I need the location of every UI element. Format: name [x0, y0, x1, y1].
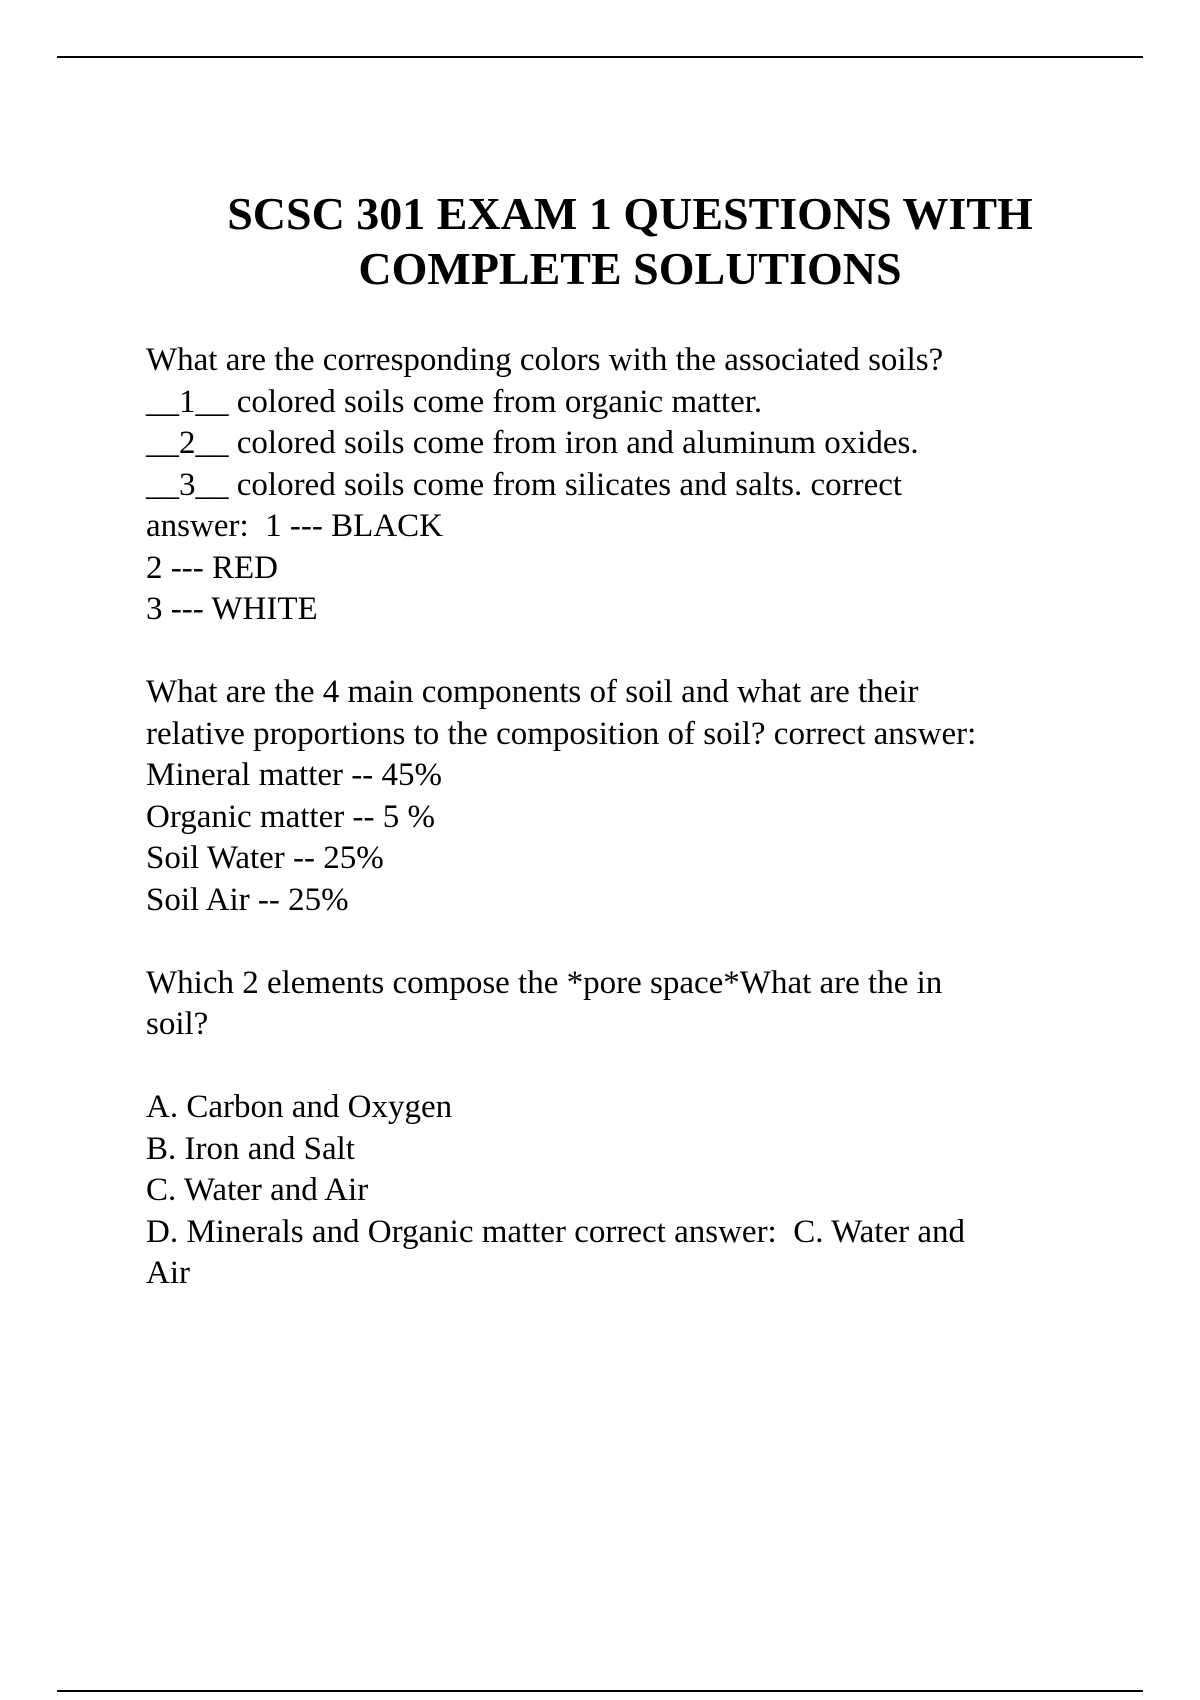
q2-line-2: relative proportions to the composition of soil? correct answer: [146, 715, 977, 752]
q1-line-2: __1__ colored soils come from organic matter. [146, 383, 763, 420]
paragraph-gap [146, 921, 1146, 963]
q1-line-5: answer: 1 --- BLACK [146, 508, 443, 544]
q3-option-d-continued: Air [146, 1255, 190, 1291]
document-title [100, 186, 1160, 296]
question-3-block [146, 963, 1146, 1295]
q3-option-d: D. Minerals and Organic matter correct answer: C. Water and [146, 1213, 965, 1250]
document-body [146, 340, 1146, 1295]
q2-line-4: Organic matter -- 5 % [146, 798, 435, 835]
q1-line-6: 2 --- RED [146, 549, 278, 586]
q2-line-3: Mineral matter -- 45% [146, 757, 442, 793]
paragraph-gap [146, 1046, 1146, 1088]
q1-line-1: What are the corresponding colors with the associated soils? [146, 342, 944, 378]
title-line-1: SCSC 301 EXAM 1 QUESTIONS WITH [227, 188, 1033, 239]
q2-line-6: Soil Air -- 25% [146, 881, 349, 918]
q3-option-b: B. Iron and Salt [146, 1130, 355, 1167]
bottom-rule [57, 1690, 1143, 1692]
title-line-2: COMPLETE SOLUTIONS [358, 243, 902, 294]
question-2-block [146, 672, 1146, 921]
q3-question-line-2: soil? [146, 1006, 209, 1042]
q2-line-1: What are the 4 main components of soil and what are their [146, 674, 919, 710]
q1-line-4: __3__ colored soils come from silicates and salts. correct [146, 466, 903, 503]
question-1-block [146, 340, 1146, 631]
q3-question-line-1: Which 2 elements compose the *pore space*What are the in [146, 964, 943, 1001]
top-rule [57, 56, 1143, 58]
q3-option-c: C. Water and Air [146, 1172, 369, 1208]
q1-line-7: 3 --- WHITE [146, 591, 318, 627]
q1-line-3: __2__ colored soils come from iron and aluminum oxides. [146, 425, 919, 461]
q3-option-a: A. Carbon and Oxygen [146, 1089, 453, 1125]
paragraph-gap [146, 631, 1146, 673]
q2-line-5: Soil Water -- 25% [146, 840, 384, 876]
